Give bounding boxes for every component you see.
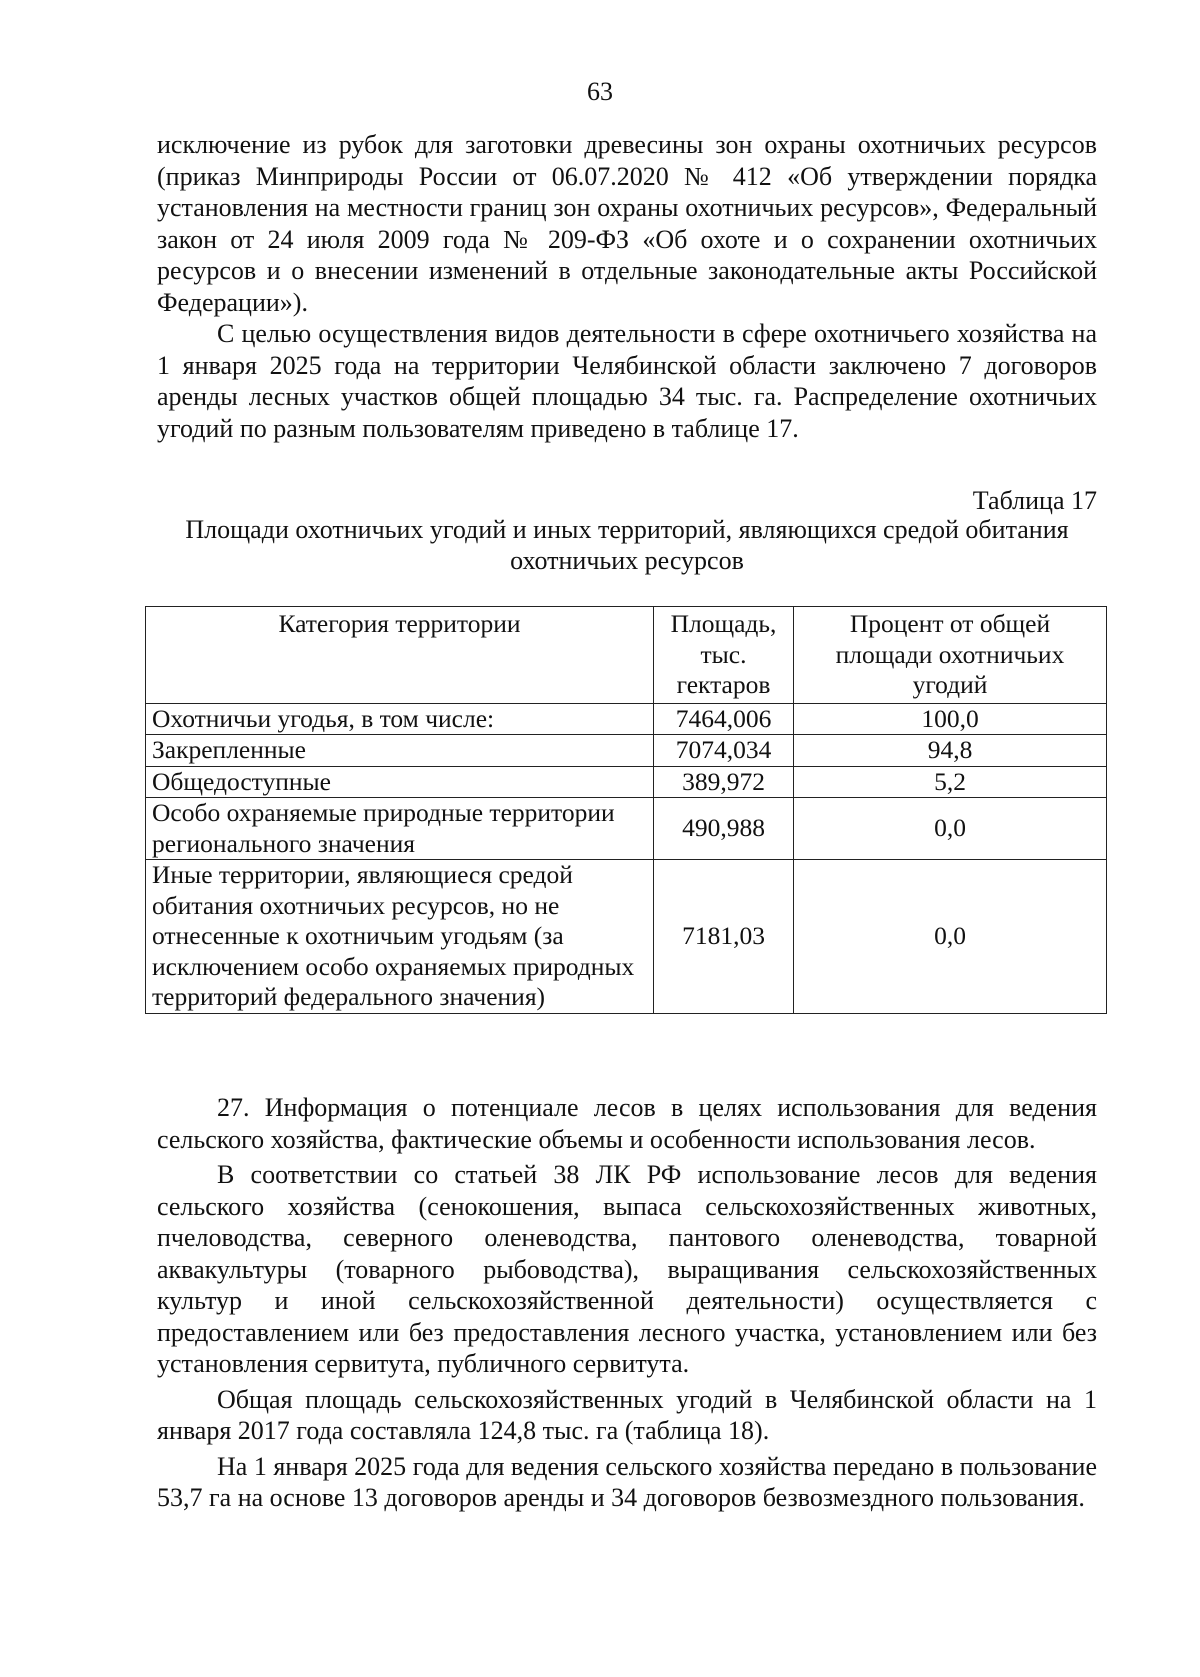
- bottom-text-block: [157, 1092, 1097, 1514]
- cell-percent: 100,0: [794, 703, 1107, 735]
- cell-area: 7074,034: [654, 735, 794, 767]
- cell-category: Иные территории, являющиеся средой обитания охотничьих ресурсов, но не отнесенные к охотничьим угодьям (за исключением особо охраняемых природных территорий федерального значения): [146, 860, 654, 1014]
- header-percent: Процент от общей площади охотничьих угодий: [794, 607, 1107, 704]
- cell-percent: 0,0: [794, 798, 1107, 860]
- cell-area: 389,972: [654, 766, 794, 798]
- table-row: [146, 735, 1107, 767]
- top-text-block: [157, 129, 1097, 444]
- cell-category: Охотничьи угодья, в том числе:: [146, 703, 654, 735]
- paragraph-section-27: 27. Информация о потенциале лесов в целях использования для ведения сельского хозяйства, фактические объемы и особенности использования лесов.: [157, 1093, 1097, 1154]
- hunting-areas-table: [145, 606, 1107, 1014]
- page-number: 63: [587, 77, 613, 106]
- cell-area: 7181,03: [654, 860, 794, 1014]
- table-row: [146, 860, 1107, 1014]
- header-category: Категория территории: [146, 607, 654, 704]
- table-title: Площади охотничьих угодий и иных территорий, являющихся средой обитания охотничьих ресурсов: [185, 515, 1069, 575]
- cell-percent: 94,8: [794, 735, 1107, 767]
- cell-category: Общедоступные: [146, 766, 654, 798]
- cell-area: 490,988: [654, 798, 794, 860]
- paragraph-article-38: В соответствии со статьей 38 ЛК РФ использование лесов для ведения сельского хозяйства (сенокошения, выпаса сельскохозяйственных животных, пчеловодства, северного оленеводства, пантового оленеводства, товарной аквакультуры (товарного рыбоводства), выращивания сельскохозяйственных культур и иной сельскохозяйственной деятельности) осуществляется с предоставлением или без предоставления лесного участка, установлением или без установления сервитута, публичного сервитута.: [157, 1160, 1097, 1378]
- table-number-label: Таблица 17: [972, 486, 1097, 515]
- paragraph-lease-agreements: С целью осуществления видов деятельности в сфере охотничьего хозяйства на 1 января 2025 года на территории Челябинской области заключено 7 договоров аренды лесных участков общей площадью 34 тыс. га. Распределение охотничьих угодий по разным пользователям приведено в таблице 17.: [157, 319, 1097, 443]
- table-header-row: [146, 607, 1107, 704]
- paragraph-agricultural-area: Общая площадь сельскохозяйственных угодий в Челябинской области на 1 января 2017 года составляла 124,8 тыс. га (таблица 18).: [157, 1384, 1097, 1445]
- cell-area: 7464,006: [654, 703, 794, 735]
- cell-percent: 0,0: [794, 860, 1107, 1014]
- paragraph-agricultural-use: На 1 января 2025 года для ведения сельского хозяйства передано в пользование 53,7 га на основе 13 договоров аренды и 34 договоров безвозмездного пользования.: [157, 1451, 1097, 1512]
- table-row: [146, 798, 1107, 860]
- table-row: [146, 766, 1107, 798]
- table-row: [146, 703, 1107, 735]
- cell-percent: 5,2: [794, 766, 1107, 798]
- cell-category: Закрепленные: [146, 735, 654, 767]
- header-area: Площадь, тыс. гектаров: [654, 607, 794, 704]
- paragraph-hunting-zones: исключение из рубок для заготовки древесины зон охраны охотничьих ресурсов (приказ Минприроды России от 06.07.2020 № 412 «Об утверждении порядка установления на местности границ зон охраны охотничьих ресурсов», Федеральный закон от 24 июля 2009 года № 209-ФЗ «Об охоте и о сохранении охотничьих ресурсов и о внесении изменений в отдельные законодательные акты Российской Федерации»).: [157, 130, 1097, 317]
- cell-category: Особо охраняемые природные территории регионального значения: [146, 798, 654, 860]
